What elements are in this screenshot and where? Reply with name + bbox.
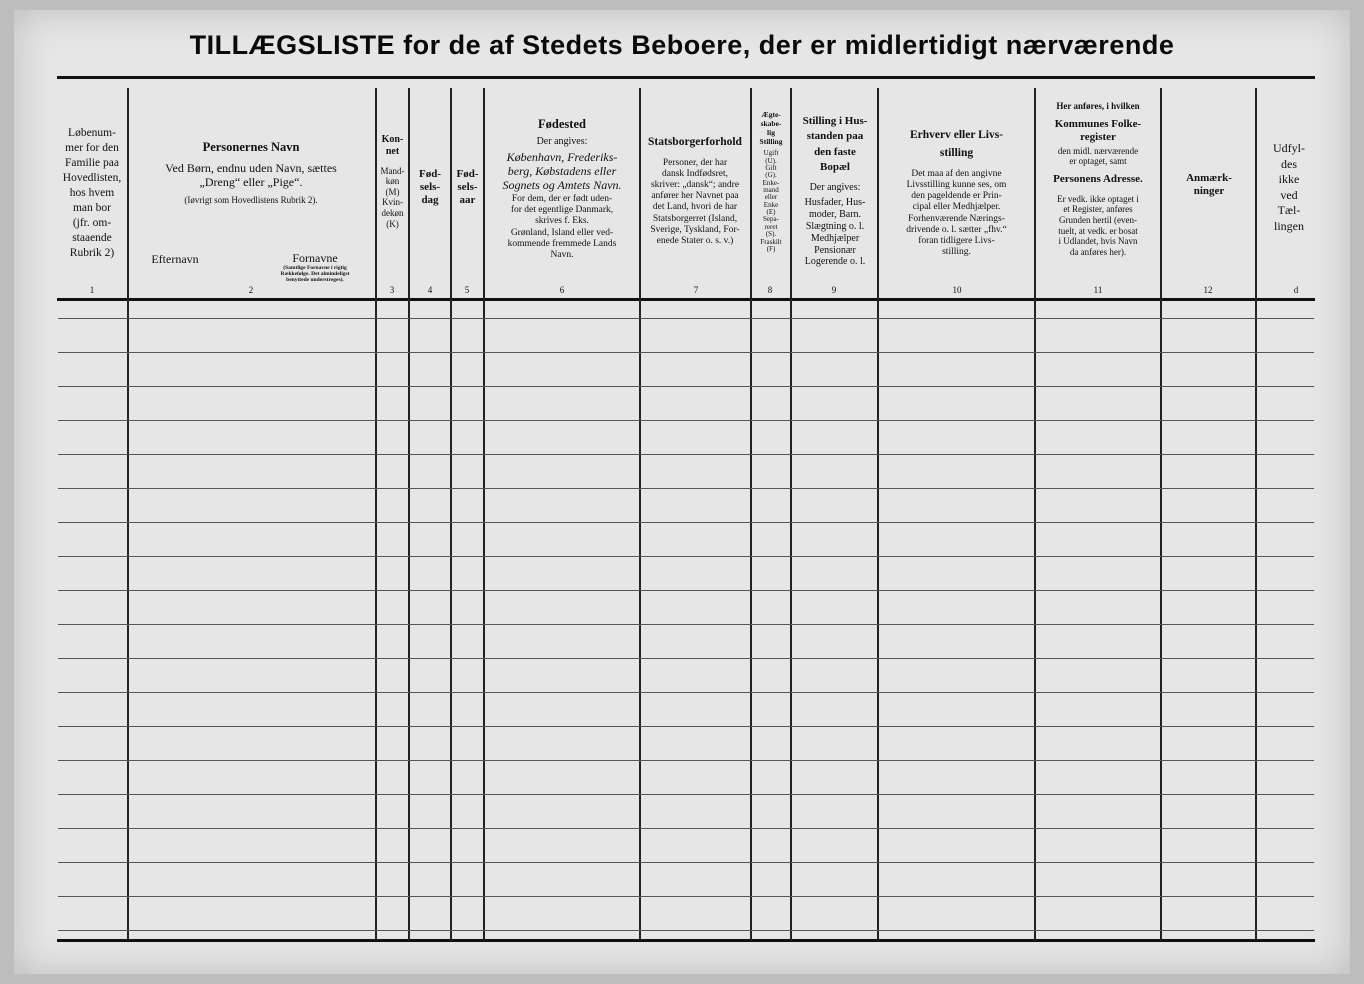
col11-header bbox=[1037, 101, 1159, 257]
ruled-row-line bbox=[58, 726, 1314, 727]
column-divider bbox=[450, 88, 452, 940]
col10-header bbox=[880, 126, 1033, 258]
col6-text: For dem, der er født uden- for det egentlige Danmark, skrives f. Eks. Grønland, Island eller ved- kommende fremmede Lands Navn. bbox=[507, 194, 617, 261]
col3-header bbox=[377, 134, 408, 229]
col11-text: den midl. nærværende er optaget, samt bbox=[1057, 145, 1139, 167]
column-number: 6 bbox=[559, 285, 565, 295]
col6-title: Fødested bbox=[538, 117, 586, 131]
col5-header bbox=[452, 168, 483, 207]
column-divider bbox=[790, 88, 792, 940]
column-divider bbox=[1255, 88, 1257, 940]
ruled-row-line bbox=[58, 828, 1314, 829]
col2-note: (Iøvrigt som Hovedlistens Rubrik 2). bbox=[184, 195, 318, 206]
col3-title: Kon- net bbox=[381, 134, 404, 157]
col11-title: Kommunes Folke- register bbox=[1054, 117, 1142, 143]
col8-title: Ægte- skabe- lig Stilling bbox=[759, 110, 783, 146]
col7-header bbox=[641, 136, 749, 247]
col6-italic: København, Frederiks- berg, Købstadens eller Sognets og Amtets Navn. bbox=[502, 149, 622, 192]
top-rule bbox=[57, 76, 1315, 79]
column-number: 3 bbox=[389, 285, 395, 295]
column-number: 7 bbox=[693, 285, 699, 295]
ruled-row-line bbox=[58, 454, 1314, 455]
ruled-row-line bbox=[58, 590, 1314, 591]
col2-text: Ved Børn, endnu uden Navn, sættes „Dreng“ eller „Pige“. bbox=[165, 160, 337, 189]
column-number: 4 bbox=[427, 285, 433, 295]
col9-lead: Der angives: bbox=[809, 181, 861, 193]
ruled-row-line bbox=[58, 624, 1314, 625]
column-number: 8 bbox=[767, 285, 773, 295]
col12-title: Anmærk- ninger bbox=[1186, 172, 1232, 197]
col2-sub-firstnames-note: (Samtlige Fornavne i rigtig Rækkefølge. Det almindeligst benyttede understreges). bbox=[280, 265, 350, 284]
ruled-row-line bbox=[58, 794, 1314, 795]
col2-sub-surname: Efternavn bbox=[151, 252, 199, 266]
col12-header bbox=[1163, 172, 1255, 198]
ruled-row-line bbox=[58, 862, 1314, 863]
col9-header bbox=[793, 114, 877, 268]
ruled-row-line bbox=[58, 760, 1314, 761]
col11-title2: Personens Adresse. bbox=[1053, 172, 1143, 185]
col1-header: Løbenum- mer for den Familie paa Hovedlisten, hos hvem man bor (jfr. om- staaende Rubrik 2) bbox=[62, 127, 122, 259]
col2-title: Personernes Navn bbox=[202, 140, 300, 154]
ruled-row-line bbox=[58, 318, 1314, 319]
column-number: 12 bbox=[1203, 285, 1213, 295]
col2-header bbox=[130, 140, 372, 206]
bottom-rule bbox=[57, 939, 1315, 942]
column-number: 5 bbox=[464, 285, 470, 295]
ruled-row-line bbox=[58, 386, 1314, 387]
col7-text: Personer, der har dansk Indfødsret, skriver: „dansk“; andre anfører her Navnet paa det Land, hvori de har Statsborgerret (Island, Sverige, Tyskland, For- enede Stater o. s. v.) bbox=[650, 157, 740, 246]
col5-title: Fød- sels- aar bbox=[456, 168, 479, 206]
ruled-row-line bbox=[58, 522, 1314, 523]
column-number: 10 bbox=[952, 285, 962, 295]
ruled-row-line bbox=[58, 420, 1314, 421]
col10-text: Det maa af den angivne Livsstilling kunne ses, om den pageldende er Prin- cipal eller Medhjælper. Forhenværende Nærings- drivende o. l. sætter „fhv.“ foran tidligere Livs- stilling. bbox=[906, 168, 1007, 258]
col10-title: Erhverv eller Livs- stilling bbox=[909, 129, 1004, 160]
column-divider bbox=[408, 88, 410, 940]
header-bottom-rule bbox=[57, 298, 1315, 301]
column-number: 11 bbox=[1093, 285, 1103, 295]
col9-text: Husfader, Hus- moder, Barn. Slægtning o. l. Medhjælper Pensionær Logerende o. l. bbox=[804, 197, 866, 268]
column-number: 9 bbox=[831, 285, 837, 295]
ruled-row-line bbox=[58, 556, 1314, 557]
column-divider bbox=[483, 88, 485, 940]
ruled-row-line bbox=[58, 352, 1314, 353]
col11-text2: Er vedk. ikke optaget i et Register, anføres Grunden hertil (even- tuelt, at vedk. er bosat i Udlandet, hvis Navn da anføres her). bbox=[1057, 193, 1139, 257]
column-number: d bbox=[1293, 285, 1299, 295]
ruled-row-line bbox=[58, 658, 1314, 659]
column-divider bbox=[877, 88, 879, 940]
ruled-row-line bbox=[58, 692, 1314, 693]
column-divider bbox=[1034, 88, 1036, 940]
column-number: 2 bbox=[248, 285, 254, 295]
col4-title: Fød- sels- dag bbox=[419, 168, 441, 206]
col-d-header: Udfyl- des ikke ved Tæl- lingen bbox=[1273, 141, 1305, 233]
column-number: 1 bbox=[89, 285, 95, 295]
col4-header bbox=[410, 168, 450, 207]
col6-lead: Der angives: bbox=[536, 135, 588, 147]
col3-text: Mand- køn (M) Kvin- dekøn (K) bbox=[380, 165, 405, 229]
form-title: TILLÆGSLISTE for de af Stedets Beboere, der er midlertidigt nærværende bbox=[189, 30, 1175, 60]
col2-sub-firstnames: Fornavne bbox=[292, 251, 338, 265]
col11-lead: Her anføres, i hvilken bbox=[1056, 101, 1140, 111]
col9-title: Stilling i Hus- standen paa den faste Bopæl bbox=[802, 115, 868, 174]
ruled-row-line bbox=[58, 930, 1314, 931]
col8-text: Ugift (U). Gift (G). Enke- mand eller Enke (E) Sepa- reret (S). Fraskilt (F) bbox=[760, 149, 782, 253]
col6-header bbox=[486, 117, 638, 261]
ruled-row-line bbox=[58, 488, 1314, 489]
col7-title: Statsborgerforhold bbox=[648, 136, 742, 148]
col8-header bbox=[752, 111, 790, 253]
ruled-row-line bbox=[58, 896, 1314, 897]
column-divider bbox=[127, 88, 129, 940]
column-divider bbox=[1160, 88, 1162, 940]
